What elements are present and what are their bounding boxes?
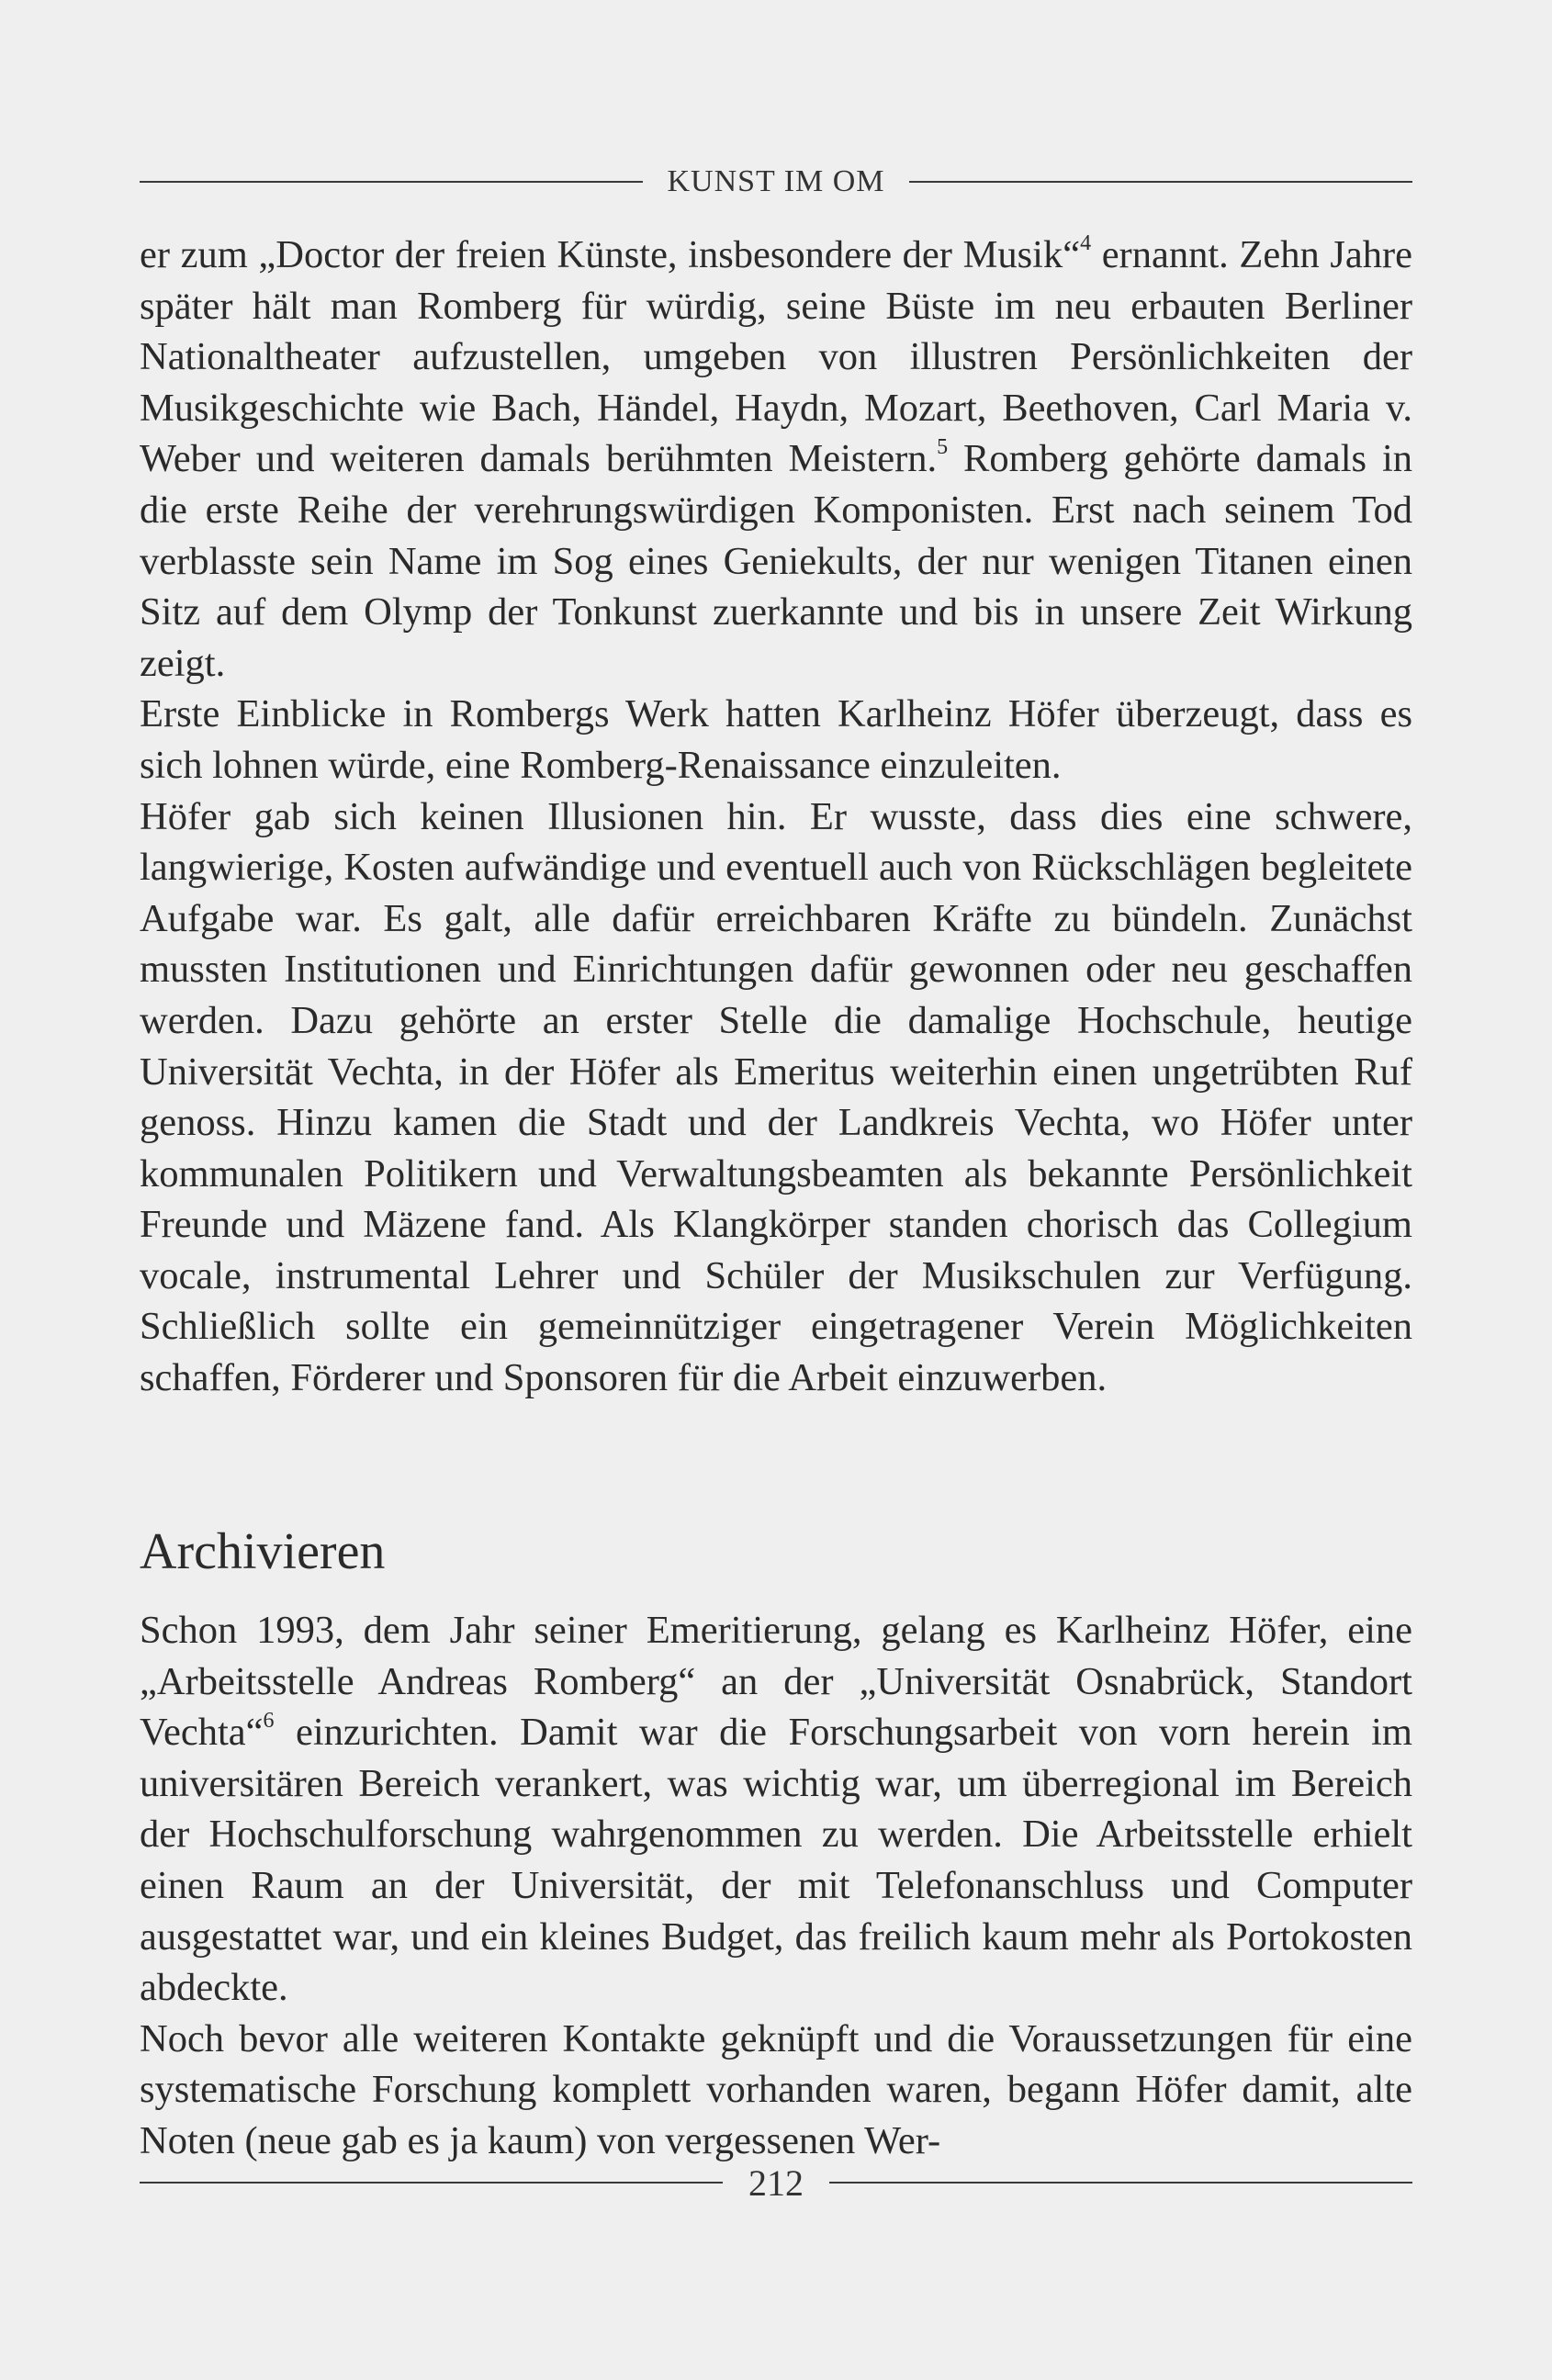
header-rule-right [909, 181, 1412, 183]
paragraph-text: er zum „Doctor der freien Künste, insbesondere der Musik“ [140, 233, 1081, 276]
footer-rule-right [829, 2182, 1412, 2184]
footnote-marker[interactable]: 4 [1080, 230, 1092, 255]
page-footer [140, 2160, 1412, 2206]
paragraph-text: Schon 1993, dem Jahr seiner Emeritierung, gelang es Karlheinz Höfer, eine „Arbeitsstelle Andreas Romberg“ an der „Universität Osnabrück, Standort Vechta“ [140, 1609, 1412, 1755]
paragraph: Höfer gab sich keinen Illusionen hin. Er wusste, dass dies eine schwere, langwierige, Kosten aufwändige und eventuell auch von Rückschlägen begleitete Aufgabe war. Es galt, alle dafür erreichbaren Kräfte zu bündeln. Zunächst mussten Institutionen und Einrichtungen dafür gewonnen oder neu geschaffen werden. Dazu gehörte an erster Stelle die damalige Hochschule, heutige Universität Vechta, in der Höfer als Emeritus weiterhin einen ungetrübten Ruf genoss. Hinzu kamen die Stadt und der Landkreis Vechta, wo Höfer unter kommunalen Politikern und Verwaltungsbeamten als bekannte Persönlichkeit Freunde und Mäzene fand. Als Klangkörper standen chorisch das Collegium vocale, instrumental Lehrer und Schüler der Musikschulen zur Verfügung. Schließlich sollte ein gemeinnütziger eingetragener Verein Möglichkeiten schaffen, Förderer und Sponsoren für die Arbeit einzuwerben. [140, 794, 1412, 1400]
footnote-marker[interactable]: 6 [263, 1709, 275, 1734]
running-header [140, 162, 1412, 202]
paragraph-text: Romberg gehörte damals in die erste Reihe der verehrungswürdigen Komponisten. Erst nach seinem Tod verblasste sein Name im Sog eines Geniekults, der nur wenigen Titanen einen Sitz auf dem Olymp der Tonkunst zuerkannte und bis in unsere Zeit Wirkung zeigt. [140, 437, 1413, 685]
section-heading: Archivieren [140, 1523, 386, 1580]
footnote-marker[interactable]: 5 [937, 435, 949, 460]
paragraph-text: einzurichten. Damit war die Forschungsarbeit von vorn herein im universitären Bereich verankert, was wichtig war, um überregional im Bereich der Hochschulforschung wahrgenommen zu werden. Die Arbeitsstelle erhielt einen Raum an der Universität, der mit Telefonanschluss und Computer ausgestattet war, und ein kleines Budget, das freilich kaum mehr als Portokosten abdeckte. [140, 1711, 1412, 2010]
paragraph: Noch bevor alle weiteren Kontakte geknüpft und die Voraussetzungen für eine systematische Forschung komplett vorhanden waren, begann Höfer damit, alte Noten (neue gab es ja kaum) von vergessenen Wer- [140, 2016, 1412, 2162]
paragraph [140, 230, 1412, 689]
body-text-part-1 [140, 230, 1412, 1404]
footer-rule-left [140, 2182, 723, 2184]
page-number: 212 [748, 2161, 804, 2204]
paragraph: Erste Einblicke in Rombergs Werk hatten Karlheinz Höfer überzeugt, dass es sich lohnen würde, eine Romberg-Renaissance einzuleiten. [140, 692, 1412, 787]
paragraph [140, 1605, 1412, 2014]
header-rule-left [140, 181, 643, 183]
paragraph-text: ernannt. Zehn Jahre später hält man Romberg für würdig, seine Büste im neu erbauten Berliner Nationaltheater aufzustellen, umgeben von illustren Persönlichkeiten der Musikgeschichte wie Bach, Händel, Haydn, Mozart, Beethoven, Carl Maria v. Weber und weiteren damals berühmten Meistern. [140, 233, 1412, 481]
running-title: KUNST IM OM [667, 164, 885, 198]
body-text-part-2 [140, 1605, 1412, 2167]
